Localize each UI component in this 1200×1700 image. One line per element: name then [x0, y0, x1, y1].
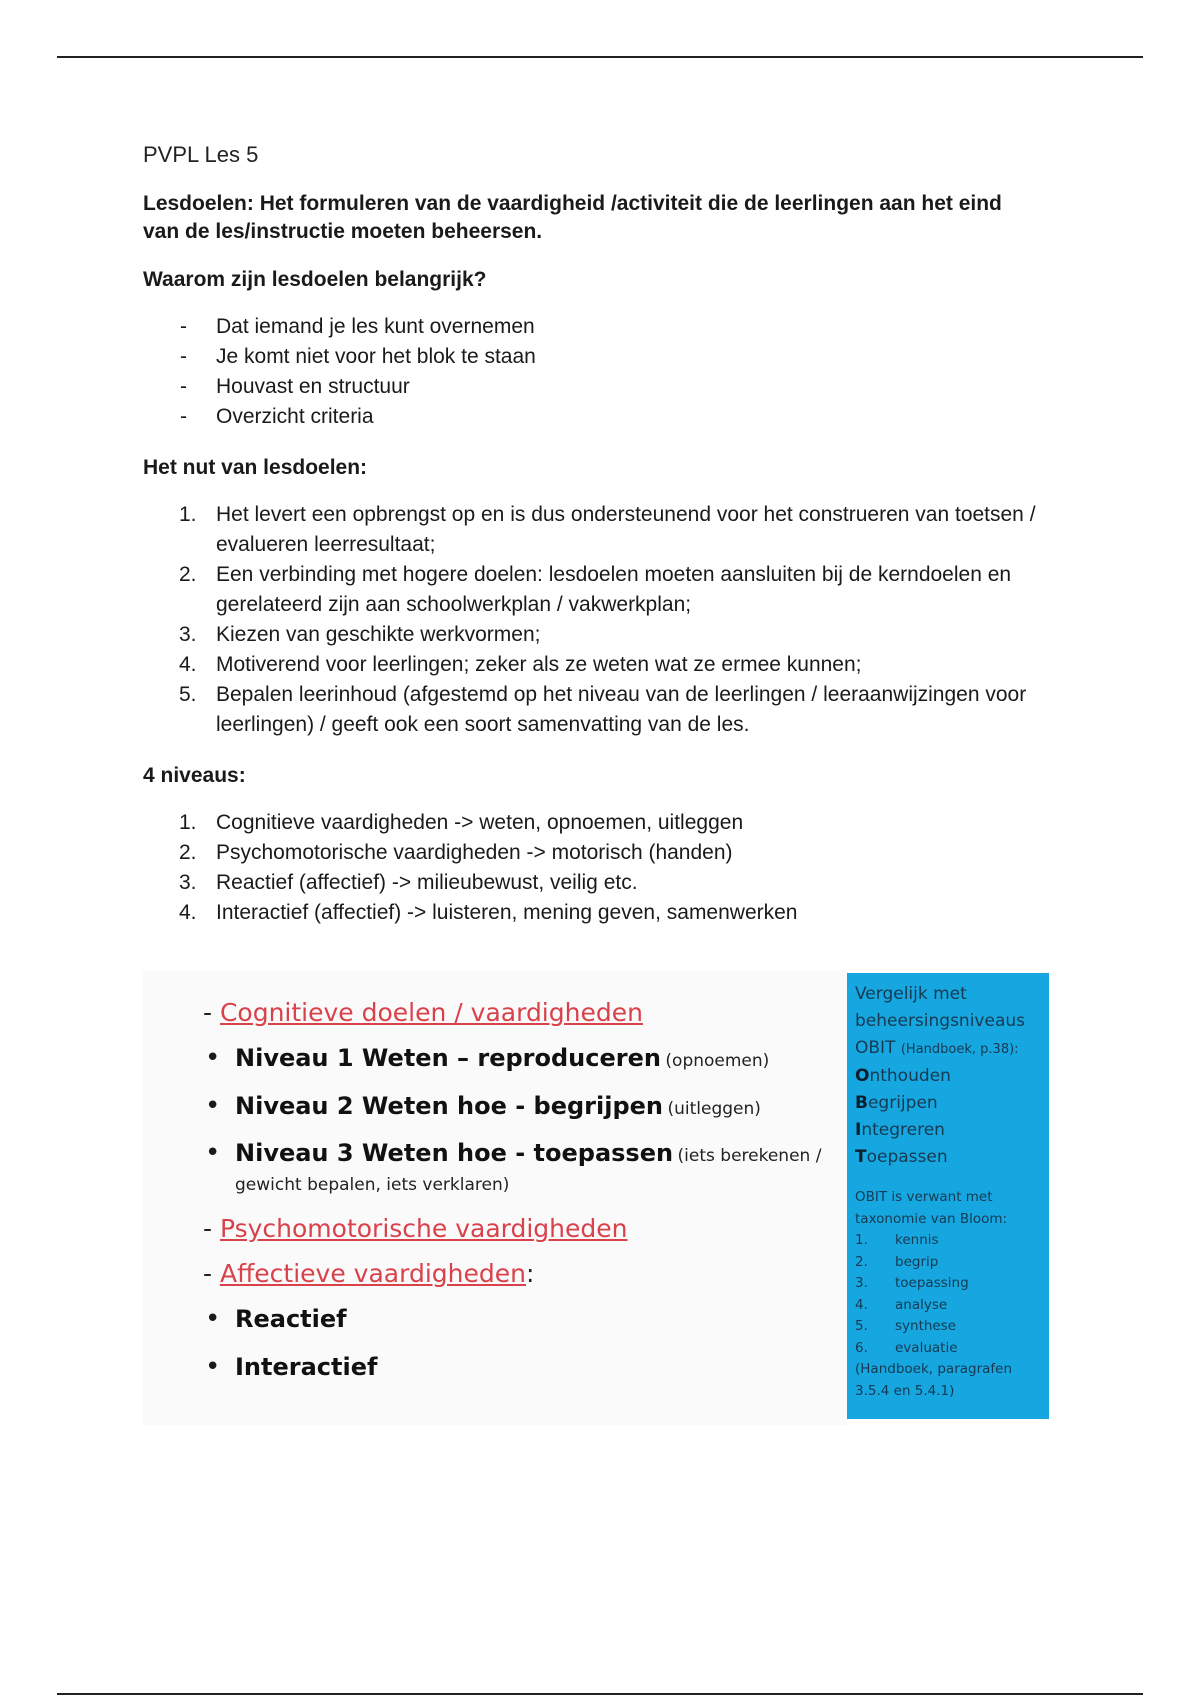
- obit-info-box: [847, 973, 1049, 1419]
- bloom-number: 6.: [855, 1339, 868, 1356]
- box-small-line: (Handboek, paragrafen: [855, 1361, 1013, 1377]
- level-1-title: Niveau 1 Weten – reproduceren: [235, 1044, 661, 1072]
- word-rest: egrijpen: [867, 1093, 938, 1113]
- list-item: [143, 868, 1043, 898]
- list-text: Bepalen leerinhoud (afgestemd op het niveau van de leerlingen / leeraanwijzingen voor leerlingen) / geeft ook een soort samenvatting van de les.: [216, 683, 1027, 736]
- list-item: [143, 650, 1043, 680]
- slide-cognitieve-heading: [203, 998, 838, 1028]
- list-item: [143, 620, 1043, 650]
- cognitieve-label: Cognitieve doelen / vaardigheden: [219, 998, 643, 1027]
- level-1-note: (opnoemen): [665, 1051, 770, 1071]
- initial: I: [855, 1120, 862, 1140]
- dash-prefix: -: [203, 998, 220, 1027]
- initial: B: [855, 1093, 868, 1113]
- list-number: 5.: [179, 683, 197, 706]
- spacer: [855, 1171, 1041, 1187]
- box-small-line: taxonomie van Bloom:: [855, 1210, 1008, 1227]
- box-small-line: 3.5.4 en 5.4.1): [855, 1382, 955, 1399]
- list-text: Een verbinding met hogere doelen: lesdoelen moeten aansluiten bij de kerndoelen en gerelateerd zijn aan schoolwerkplan / vakwerkplan;: [216, 563, 1012, 616]
- slide-affectieve-heading: [203, 1259, 838, 1289]
- psychomotorische-label: Psychomotorische vaardigheden: [219, 1214, 628, 1243]
- list-number: 4.: [179, 901, 197, 924]
- slide-bullet-interactief: [203, 1352, 838, 1386]
- initial: O: [855, 1066, 870, 1086]
- obit-onthouden: [855, 1063, 1041, 1090]
- waarom-list: [143, 312, 1043, 432]
- list-text: Kiezen van geschikte werkvormen;: [216, 623, 541, 646]
- heading-nut: Het nut van lesdoelen:: [143, 456, 368, 479]
- bloom-number: 3.: [855, 1275, 868, 1291]
- bloom-text: toepassing: [895, 1275, 969, 1291]
- bloom-item: [855, 1230, 1041, 1252]
- bloom-number: 1.: [855, 1232, 868, 1248]
- slide-image: [143, 970, 848, 1425]
- slide-bullet-reactief: [203, 1304, 838, 1338]
- top-rule: [57, 56, 1143, 58]
- list-number: 2.: [179, 563, 197, 586]
- dash-prefix: -: [203, 1214, 220, 1243]
- handbook-reference: (Handboek, p.38):: [900, 1042, 1019, 1057]
- list-number: 1.: [179, 811, 197, 834]
- list-text: Reactief (affectief) -> milieubewust, veilig etc.: [216, 871, 638, 894]
- list-item: - Je komt niet voor het blok te staan: [143, 342, 1043, 372]
- bloom-text: synthese: [895, 1318, 957, 1334]
- bloom-number: 4.: [855, 1296, 868, 1313]
- list-number: 3.: [179, 871, 197, 894]
- reactief-label: Reactief: [235, 1305, 347, 1333]
- box-line: Vergelijk met: [855, 984, 967, 1004]
- word-rest: oepassen: [866, 1147, 948, 1167]
- obit-begrijpen: [855, 1090, 1041, 1117]
- bloom-text: kennis: [895, 1232, 939, 1248]
- list-item: [143, 500, 1043, 560]
- bloom-item: [855, 1273, 1041, 1295]
- list-item: - Dat iemand je les kunt overnemen: [143, 312, 1043, 342]
- level-3-note: (iets berekenen / gewicht bepalen, iets verklaren): [235, 1146, 822, 1195]
- list-text: Psychomotorische vaardigheden -> motorisch (handen): [216, 841, 733, 864]
- bloom-text: evaluatie: [895, 1339, 958, 1356]
- slide-level-3: [203, 1139, 838, 1200]
- list-text: Interactief (affectief) -> luisteren, mening geven, samenwerken: [216, 901, 798, 924]
- level-3-title: Niveau 3 Weten hoe - toepassen: [235, 1139, 674, 1167]
- document-body: [143, 142, 1043, 950]
- bloom-text: analyse: [895, 1296, 948, 1313]
- list-number: 1.: [179, 503, 197, 526]
- initial: T: [855, 1147, 867, 1167]
- obit-toepassen: [855, 1144, 1041, 1171]
- dash-prefix: -: [203, 1259, 220, 1288]
- page-title: PVPL Les 5: [143, 142, 259, 167]
- level-2-title: Niveau 2 Weten hoe - begrijpen: [235, 1092, 664, 1120]
- box-line: beheersingsniveaus: [855, 1011, 1025, 1031]
- nut-list: [143, 500, 1043, 740]
- slide-psychomotorische-heading: [203, 1214, 838, 1244]
- list-text: Het levert een opbrengst op en is dus ondersteunend voor het construeren van toetsen / evalueren leerresultaat;: [216, 503, 1036, 556]
- box-line-obit: [855, 1035, 1041, 1063]
- list-item: [143, 680, 1043, 740]
- bloom-item: [855, 1295, 1041, 1317]
- heading-niveaus: 4 niveaus:: [143, 764, 246, 787]
- word-rest: ntegreren: [861, 1120, 945, 1140]
- box-small-line: OBIT is verwant met: [855, 1189, 993, 1205]
- bottom-rule: [57, 1693, 1143, 1695]
- bloom-number: 2.: [855, 1253, 868, 1270]
- affectieve-label: Affectieve vaardigheden: [219, 1259, 526, 1288]
- list-item: [143, 898, 1043, 928]
- list-item: - Overzicht criteria: [143, 402, 1043, 432]
- slide-level-2: [203, 1091, 838, 1125]
- obit-integreren: [855, 1117, 1041, 1144]
- heading-lesdoelen: Lesdoelen: Het formuleren van de vaardigheid /activiteit die de leerlingen aan het eind van de les/instructie moeten beheersen.: [143, 192, 1002, 243]
- list-number: 3.: [179, 623, 197, 646]
- slide-content: [203, 998, 838, 1400]
- word-rest: nthouden: [869, 1066, 951, 1086]
- bloom-item: [855, 1338, 1041, 1360]
- list-item: - Houvast en structuur: [143, 372, 1043, 402]
- bloom-text: begrip: [895, 1253, 939, 1270]
- bloom-item: [855, 1252, 1041, 1274]
- bloom-number: 5.: [855, 1318, 868, 1334]
- obit-label: OBIT: [855, 1038, 896, 1058]
- niveaus-list: [143, 808, 1043, 928]
- list-number: 2.: [179, 841, 197, 864]
- heading-waarom: Waarom zijn lesdoelen belangrijk?: [143, 268, 487, 291]
- list-text: Motiverend voor leerlingen; zeker als ze weten wat ze ermee kunnen;: [216, 653, 862, 676]
- list-number: 4.: [179, 653, 197, 676]
- interactief-label: Interactief: [235, 1353, 378, 1381]
- list-item: [143, 838, 1043, 868]
- slide-level-1: [203, 1043, 838, 1077]
- list-item: [143, 808, 1043, 838]
- list-item: [143, 560, 1043, 620]
- bloom-item: [855, 1316, 1041, 1338]
- level-2-note: (uitleggen): [667, 1099, 761, 1119]
- list-text: Cognitieve vaardigheden -> weten, opnoemen, uitleggen: [216, 811, 744, 834]
- colon: :: [525, 1259, 535, 1288]
